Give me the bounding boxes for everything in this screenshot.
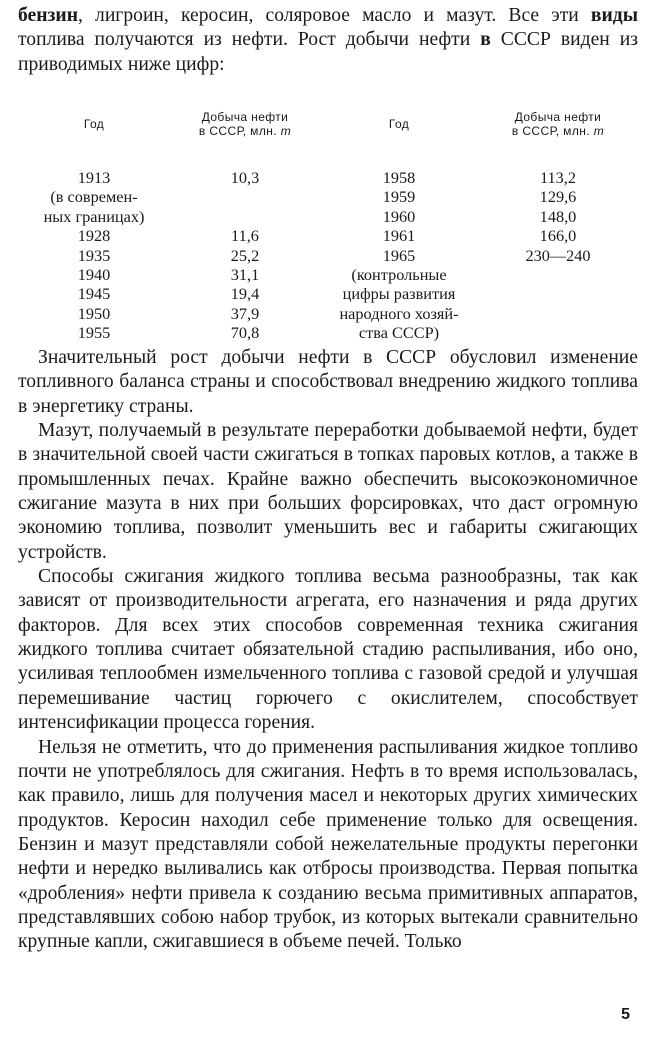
table-row [18, 323, 638, 342]
intro-paragraph [18, 4, 638, 77]
left-year: (в современ- [50, 187, 138, 207]
header-production-right [478, 110, 638, 168]
intro-seg-1: , лигроин, керосин, соляровое масло и мазут. Все эти [77, 5, 591, 26]
left-value: 31,1 [230, 265, 260, 285]
left-value: 25,2 [230, 245, 260, 265]
intro-seg-5: СССР виден из приводимых ниже цифр: [18, 29, 638, 75]
right-year: ства СССР) [358, 323, 440, 343]
right-year: 1959 [382, 187, 416, 207]
left-value [170, 187, 320, 206]
table-row [18, 168, 638, 187]
header-year-right: Год [388, 117, 410, 131]
header-production-line1: Добыча нефти [201, 110, 289, 124]
right-year: (контрольные [351, 265, 447, 285]
paragraph: Способы сжигания жидкого топлива весьма разнообразны, так как зависят от производительности агрегата, его назначения и ряда других факторов. Для всех этих способов современная техника сжигания жидкого топлива считает обязательной стадию распыливания, ибо оно, усиливая теплообмен измельченного топлива с газовой средой и улучшая перемешивание частиц горючего с окислителем, способствует интенсификации процесса горения. [18, 566, 638, 734]
intro-seg-2: виды [590, 5, 638, 26]
table-row [18, 226, 638, 245]
oil-production-table [18, 110, 638, 343]
table-row [18, 246, 638, 265]
header-year-left: Год [83, 117, 105, 131]
header-production-line2: в СССР, млн. [511, 124, 590, 138]
left-year: 1945 [77, 284, 111, 304]
right-year: 1961 [382, 226, 416, 246]
header-unit: т [280, 124, 292, 138]
right-year: 1965 [382, 245, 416, 265]
right-value: 148,0 [539, 206, 577, 226]
left-year: ных границах) [43, 206, 145, 226]
right-value [478, 323, 638, 342]
left-value: 19,4 [230, 284, 260, 304]
right-value: 230—240 [525, 245, 591, 265]
right-value [478, 265, 638, 284]
intro-text [18, 4, 638, 77]
left-value [170, 207, 320, 226]
left-value: 70,8 [230, 323, 260, 343]
right-year: 1960 [382, 206, 416, 226]
left-year: 1928 [77, 226, 111, 246]
table-row [18, 284, 638, 303]
left-value: 10,3 [230, 168, 260, 187]
left-value: 11,6 [231, 226, 259, 246]
table-row [18, 265, 638, 284]
intro-seg-3: топлива получаются из нефти. Рост добычи нефти [18, 29, 481, 51]
header-production-line2: в СССР, млн. [198, 124, 277, 138]
table-row [18, 304, 638, 323]
paragraph: Мазут, получаемый в результате переработки добываемой нефти, будет в значительной своей части сжигаться в топках паровых котлов, а также в промышленных печах. Крайне важно обеспечить высокоэкономичное сжигание мазута в них при больших форсировках, что даст огромную экономию топлива, позволит уменьшить вес и габариты сжигающих устройств. [18, 420, 638, 563]
left-year: 1913 [77, 168, 111, 187]
left-value: 37,9 [230, 303, 260, 323]
table-row [18, 187, 638, 206]
page-number: 5 [621, 1006, 630, 1023]
right-year: народного хозяй- [339, 303, 459, 323]
intro-seg-0: бензин [18, 5, 78, 26]
paragraph: Нельзя не отметить, что до применения распыливания жидкое топливо почти не употреблялось для сжигания. Нефть в то время использовалась, как правило, лишь для получения масел и некоторых других химических продуктов. Керосин находил себе применение только для освещения. Бензин и мазут представляли собой нежелательные продукты перегонки нефти и нередко выливались как отбросы производства. Первая попытка «дробления» нефти привела к созданию весьма примитивных аппаратов, представлявших собою набор трубок, из которых вытекали сравнительно крупные капли, сжигавшиеся в объеме печей. Только [18, 736, 638, 953]
right-value [478, 304, 638, 323]
header-production-left [170, 110, 320, 168]
right-value [478, 284, 638, 303]
left-year: 1955 [77, 323, 111, 343]
left-year: 1940 [77, 265, 111, 285]
body-text [18, 346, 638, 955]
left-year: 1950 [77, 303, 111, 323]
right-value: 166,0 [539, 226, 577, 246]
table-row [18, 207, 638, 226]
right-value: 113,2 [539, 168, 577, 187]
intro-seg-4: в [480, 29, 491, 51]
right-year: цифры развития [342, 284, 456, 304]
table-header-row [18, 110, 638, 168]
right-value: 129,6 [539, 187, 577, 207]
right-year: 1958 [382, 168, 416, 187]
header-unit: т [593, 124, 605, 138]
paragraph: Значительный рост добычи нефти в СССР обусловил изменение топливного баланса страны и способствовал внедрению жидкого топлива в энергетику страны. [18, 347, 638, 417]
left-year: 1935 [77, 245, 111, 265]
header-production-line1: Добыча нефти [514, 110, 602, 124]
